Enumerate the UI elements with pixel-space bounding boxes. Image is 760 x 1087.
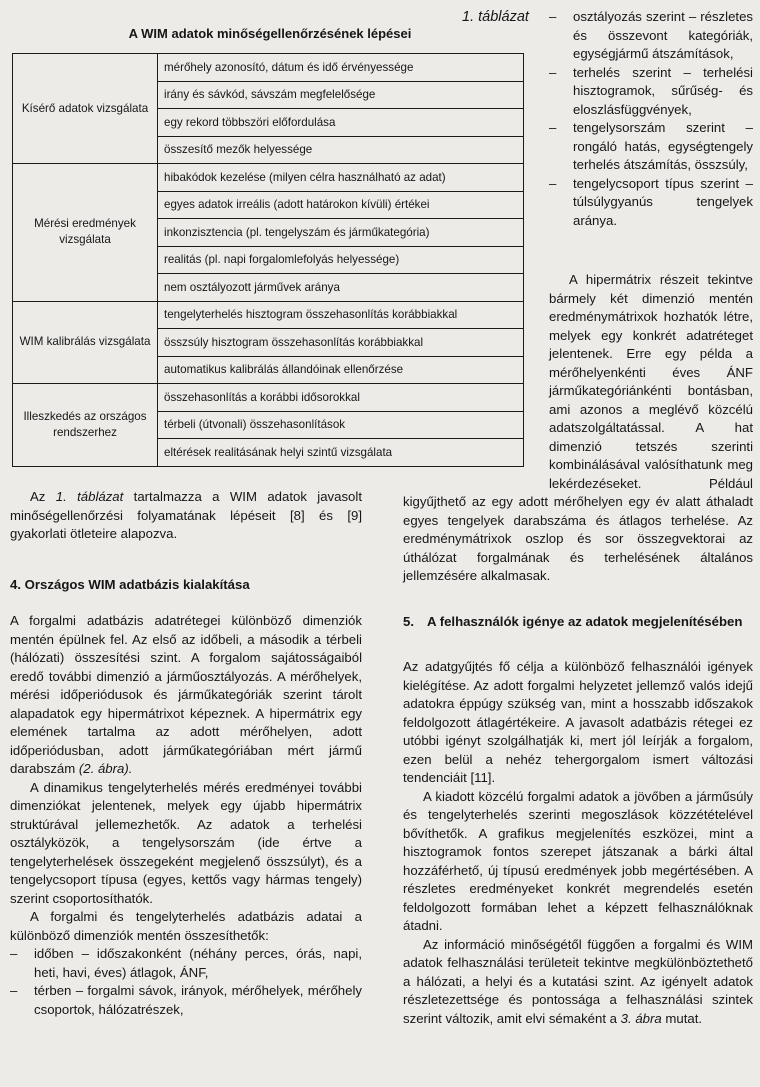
paragraph: A forgalmi és tengelyterhelés adatbázis adatai a különböző dimenziók mentén összesíthetők: <box>10 909 362 943</box>
table-cell: tengelyterhelés hisztogram összehasonlítás korábbiakkal <box>158 301 524 329</box>
section-5-body <box>403 658 753 1028</box>
table-cell: összesítő mezők helyessége <box>158 136 524 164</box>
table-cell: hibakódok kezelése (milyen célra használható az adat) <box>158 164 524 192</box>
table-cell: automatikus kalibrálás állandóinak ellenőrzése <box>158 356 524 384</box>
paragraph: A dinamikus tengelyterhelés mérés eredményei további dimenziókat jelentenek, melyek egy újabb hipermátrix struktúrával jellemezhetők. Az adatok a terhelési osztályközök, a tengelysorszám (ide értve a tengelyterhelések összegeként megjelenő összsúlyt), és a tengelycsoport típusa (egyes, kettős vagy hármas tengely) szerint csoportosíthatók. <box>10 779 362 906</box>
list-item: – osztályozás szerint – részletes és összevont kategóriák, egységjármű átszámítások, <box>549 9 753 61</box>
list-item: – tengelysorszám szerint – rongáló hatás, egységtengely terhelés átszámítás, összsúly, <box>549 120 753 172</box>
table-cell: mérőhely azonosító, dátum és idő érvényessége <box>158 54 524 82</box>
section-4-body <box>10 612 362 1019</box>
group-label: WIM kalibrálás vizsgálata <box>13 301 158 384</box>
section-5-heading: 5. A felhasználók igénye az adatok megjelenítésében <box>403 614 743 629</box>
group-label: Illeszkedés az országos rendszerhez <box>13 384 158 467</box>
table-intro-paragraph: Az 1. táblázat tartalmazza a WIM adatok javasolt minőségellenőrzési folyamatának lépéseit [8] és [9] gyakorlati ötleteire alapozva. <box>10 489 362 541</box>
paragraph: A kiadott közcélú forgalmi adatok a jövőben a járműsúly és tengelyterhelés szerinti megoszlások közzétételével bővíthetők. A grafikus megjelenítés eszközei, mint a hisztogramok fontos szerepet játszanak a bárki által hozzáférhető, új típusú eredmények jobb megértésében. A részletes eredményeket konkrét megrendelés esetén feldolgozott formában lehet a képzett felhasználóknak átadni. <box>403 788 753 933</box>
table-cell: egy rekord többszöri előfordulása <box>158 109 524 137</box>
group-label: Kísérő adatok vizsgálata <box>13 54 158 164</box>
table-title: A WIM adatok minőségellenőrzésének lépései <box>128 26 412 41</box>
table-cell: nem osztályozott járművek aránya <box>158 274 524 302</box>
list-item: – időben – időszakonként (néhány perces, órás, napi, heti, havi, éves) átlagok, ÁNF, <box>10 946 362 980</box>
table-cell: összsúly hisztogram összehasonlítás korábbiakkal <box>158 329 524 357</box>
table-cell: egyes adatok irreális (adott határokon kívüli) értékei <box>158 191 524 219</box>
group-label: Mérési eredmények vizsgálata <box>13 164 158 302</box>
paragraph: A forgalmi adatbázis adatrétegei különböző dimenziók mentén épülnek fel. Az első az időbeli, a második a térbeli (hálózati) összesítési szint. A forgalom sajátosságaiból eredő további dimenzió a járműosztályozás. A mérőhelyek, mérési időperiódusok és járműkategóriák szerint tárolt alapadatok egy hipermátrixot képeznek. A hipermátrix egy elemének tartalma az adott mérőhelyen, adott időperiódusban, adott járműkategóriában mért jármű darabszám (2. ábra). <box>10 613 362 776</box>
table-cell: térbeli (útvonali) összehasonlítások <box>158 411 524 439</box>
table-cell: eltérések realitásának helyi szintű vizsgálata <box>158 439 524 467</box>
paragraph: Az információ minőségétől függően a forgalmi és WIM adatok felhasználási területeit tekintve megkülönböztethető a hálózati, a helyi és a kutatási szint. Az igényelt adatok részletezettsége és pontossága a felhasználási szintek szerint változik, amit elvi sémaként a 3. ábra mutat. <box>403 936 753 1026</box>
list-item: – tengelycsoport típus szerint – túlsúlygyanús tengelyek aránya. <box>549 175 753 228</box>
table-cell: realitás (pl. napi forgalomlefolyás helyessége) <box>158 246 524 274</box>
list-item: – terhelés szerint – terhelési hisztogramok, sűrűség- és eloszlásfüggvények, <box>549 64 753 117</box>
right-bullet-list <box>549 8 753 230</box>
table-cell: irány és sávkód, sávszám megfelelősége <box>158 81 524 109</box>
hypermatrix-paragraph: A hipermátrix részeit tekintve bármely két dimenzió mentén eredménymátrixok hozhatók létre, melyek egy konkrét adatréteget jelentenek. Erre egy példa a mérőhelyenkénti éves ÁNF járműkategóriánkénti bontásban, ami azonos a meglévő közcélú adatszolgáltatással. A hat dimenzió tetszés szerinti kombinálásával valósíthatunk meg lekérdezéseket. Például kigyűjthető az egy adott mérőhelyen egy év alatt áthaladt egyes tengelyek darabszáma és átlagos terhelése. Az eredménymátrixok oszlop és sor összegvektorai az úthálózat forgalmának és terhelésének általános jellemzésére alkalmasak. <box>403 272 753 583</box>
list-item: – térben – forgalmi sávok, irányok, mérőhelyek, mérőhely csoportok, hálózatrészek, <box>10 983 362 1017</box>
table-cell: összehasonlítás a korábbi idősorokkal <box>158 384 524 412</box>
section-4-heading: 4. Országos WIM adatbázis kialakítása <box>10 577 250 592</box>
table-caption-number: 1. táblázat <box>462 9 529 25</box>
table-cell: inkonzisztencia (pl. tengelyszám és járműkategória) <box>158 219 524 247</box>
table-row <box>13 54 524 82</box>
table-row <box>13 164 524 192</box>
paragraph: Az adatgyűjtés fő célja a különböző felhasználói igények kielégítése. Az adott forgalmi helyzetet jellemző valós idejű adatokra éppúgy szükség van, mint a hosszabb időszakok feldolgozott átlagértékeire. A javasolt adatbázis rétegei ez utóbbi igényt szolgálhatják ki, mert jól leírják a forgalom, ezen belül a nehéz tehergorgalom ismert változási tendenciáit [11]. <box>403 659 753 785</box>
